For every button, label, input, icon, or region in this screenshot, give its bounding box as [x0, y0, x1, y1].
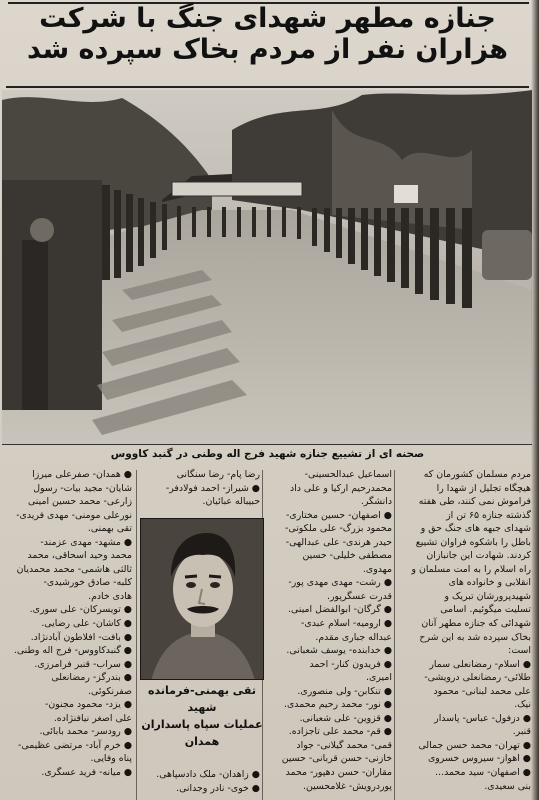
- article-line: صفرنکوئی.: [88, 685, 132, 697]
- article-line: محمود بزرگ- علی ملکوتی-: [285, 523, 392, 535]
- article-line: پوردرویش- غلامحسین.: [302, 780, 392, 792]
- article-line: تسلیت میگوئیم. اسامی: [440, 604, 531, 616]
- article-line: قدرت عسگرپور.: [326, 590, 392, 602]
- article-line: ● مشهد- مهدی عزمند-: [40, 536, 132, 548]
- article-line: شهدای جبهه های جنگ حق و: [420, 523, 531, 535]
- article-line: ● فریدون کنار- احمد: [309, 658, 392, 670]
- article-line: ● کاشان- علی رضایی.: [41, 618, 132, 630]
- article-line: کردند. شهادت این جانبازان: [426, 550, 531, 562]
- article-line: ● همدان- صفرعلی میرزا: [32, 469, 132, 480]
- article-line: مهدوی.: [362, 563, 392, 575]
- article-line: ● تنکابن- ولی منصوری.: [297, 685, 392, 697]
- article-line: رضا پام- رضا سنگانی: [176, 469, 260, 480]
- article-line: ● دزفول- عباس- پاسدار: [434, 712, 531, 724]
- article-line: ● قم- محمد علی تاجزاده.: [288, 726, 392, 738]
- article-line: طلائی- رمضانعلی درویشی-: [424, 672, 531, 684]
- portrait-caption-line: همدان: [184, 735, 220, 748]
- article-line: ● اسلام- رمضانعلی سمار: [429, 658, 531, 670]
- article-line: هادی خادم.: [88, 590, 132, 602]
- article-line: خازنی- حسن قربانی- حسین: [281, 753, 392, 765]
- article-line: ● اهواز- سیروس خسروی: [427, 753, 531, 765]
- funeral-procession-photo: [2, 90, 532, 445]
- headline-line-2: هزاران نفر از مردم بخاک سپرده شد: [26, 34, 509, 65]
- article-line: ● سراب- قنبر فرامرزی.: [34, 658, 132, 670]
- article-line: بنی سعیدی.: [484, 780, 531, 792]
- article-line: ● بافت- افلاطون آبادنژاد.: [30, 631, 132, 643]
- article-line: ● میانه- فرید عسگری.: [41, 767, 132, 779]
- article-line: باطل را باشکوه فراوان تشییع: [415, 536, 531, 548]
- article-line: ● رودسر- محمد بابائی.: [39, 726, 132, 738]
- column-divider: [394, 470, 395, 800]
- article-line: ● اصفهان- حسین مختاری-: [285, 509, 392, 521]
- headline: [6, 4, 529, 86]
- article-line: علی محمد لبنانی- محمود: [433, 685, 531, 697]
- article-line: مقاران- حسن دهپور- محمد: [285, 767, 392, 779]
- article-line: کلبه- صادق خورشیدی-: [43, 577, 132, 589]
- article-line: مردم مسلمان کشورمان که: [423, 469, 531, 480]
- article-line: قمی- محمد گیلانی- جواد: [296, 739, 392, 751]
- article-line: نیک.: [514, 699, 531, 711]
- article-line: محمد وحید اسحاقی، محمد: [27, 550, 132, 562]
- article-line: ● اصفهان- سید محمد...: [435, 767, 531, 779]
- article-line: شهیدپرورشان تبریک و: [444, 590, 531, 602]
- article-line: ● زاهدان- ملک دادسپاهی.: [156, 769, 260, 780]
- article-line: ● تویسرکان- علی سوری.: [29, 604, 132, 616]
- article-line: است:: [508, 645, 531, 657]
- article-line: محمدرحیم ارکیا و علی داد: [290, 482, 392, 494]
- article-line: راه اسلام را به امت مسلمان و: [411, 563, 531, 575]
- article-line: ثالثی هاشمی- محمد محمدیان: [16, 563, 132, 575]
- article-line: اسماعیل عبدالحسینی-: [304, 469, 392, 480]
- article-line: قنبر.: [512, 726, 531, 738]
- headline-rule: [6, 86, 529, 88]
- article-line: ● نور- محمد رحیم محمدی.: [283, 699, 392, 711]
- column-mid-bottom: [140, 768, 260, 800]
- article-line: ● گرگان- ابوالفضل امینی.: [288, 604, 392, 616]
- article-line: مصطفی خلیلی- حسین: [302, 550, 392, 562]
- column-middle: [264, 468, 392, 800]
- article-line: شایان- مجید بیات- رسول: [33, 482, 132, 494]
- article-line: بخاک سپرده شد به این شرح: [419, 631, 531, 643]
- column-divider: [136, 470, 137, 800]
- article-line: انقلابی و خانواده های: [448, 577, 531, 589]
- column-right: [396, 468, 531, 800]
- article-line: شهدائی که جنازه مطهر آنان: [421, 618, 531, 630]
- article-line: ● خدابنده- یوسف شعبانی.: [286, 645, 392, 657]
- column-left: [2, 468, 132, 800]
- article-line: امیری.: [366, 672, 392, 684]
- article-line: ● رشت- مهدی مهدی پور-: [288, 577, 392, 589]
- article-line: ● خوی- نادر وجدانی.: [176, 782, 260, 794]
- article-line: ● یزد- محمود مجنون-: [45, 699, 132, 711]
- portrait-caption-line: عملیات سپاه پاسداران: [141, 718, 263, 731]
- article-line: ● خرم آباد- مرتضی عظیمی-: [18, 739, 132, 751]
- page-edge-shadow: [531, 0, 539, 800]
- article-line: علی اصغر نیافنژاده.: [53, 712, 132, 724]
- article-line: ● تهران- محمد حسن جمالی: [418, 739, 531, 751]
- portrait-photo: [140, 518, 264, 680]
- article-line: پناه وفایی.: [90, 753, 132, 765]
- article-line: فراموش نمی کنند، طی هفته: [418, 496, 531, 508]
- article-line: حیدر هرندی- علی عبدالهی-: [285, 536, 392, 548]
- article-line: هیچگاه تجلیل از شهدا را: [436, 482, 531, 494]
- article-line: دانشگر.: [360, 496, 392, 508]
- article-line: ● گنبدکاووس- فرج اله وطنی.: [13, 645, 132, 657]
- article-line: عبداله جباری مقدم.: [315, 631, 392, 643]
- article-line: حبیباله عبائیان.: [202, 496, 260, 508]
- column-mid-top: [140, 468, 260, 512]
- article-line: ● شیراز- احمد فولادفر-: [165, 482, 260, 494]
- portrait-caption-line: تقی بهمنی-فرمانده شهید: [148, 684, 256, 714]
- portrait-caption: [140, 682, 264, 764]
- article-line: تقی بهمنی.: [87, 523, 132, 535]
- article-line: زارعی- محمد حسین امینی: [27, 496, 132, 508]
- article-line: گذشته جنازه ۶۵ تن از: [446, 509, 531, 521]
- article-line: نورعلی مومنی- مهدی فریدی-: [16, 509, 132, 521]
- article-line: ● ارومیه- اسلام عبدی-: [301, 618, 392, 630]
- article-line: ● بندرگز- رمضانعلی: [51, 672, 132, 684]
- headline-line-1: جنازه مطهر شهدای جنگ با شرکت: [39, 3, 496, 34]
- article-line: ● قزوین- علی شعبانی.: [299, 712, 392, 724]
- photo-caption: صحنه ای از تشییع جنازه شهید فرج اله وطنی در گنبد کاووس: [110, 448, 425, 460]
